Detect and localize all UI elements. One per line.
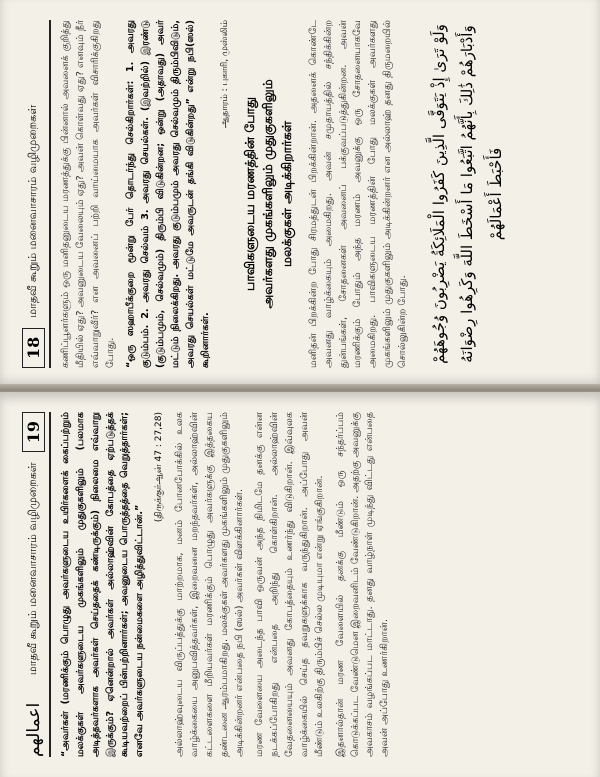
heading-line-2: அவர்களது முகங்களிலும் முதுகுகளிலும் (260, 79, 276, 309)
verse-reference: (திருக்குர்ஆன் 47 : 27,28) (154, 412, 165, 523)
body-paragraph: மனிதன் பிறக்கின்ற போது சிரமத்துடன் பிறக்கின்றான். அதனைக் கொண்டே அவனது வாழ்க்கையும் அமைகிறது. அவன் சமுதாயத்தில் சந்திக்கின்ற துன்பங்கள், சோதனைகள் அவனைப் பக்குவப்படுத்துகின்றன. அவன் மரணிக்கும் போதும் அந்த மரணம் அவனுக்கு ஒரு சோதனையாகவே அமைகிறது. பாவிகளுடைய மரணத்தின் போது மலக்குகள் அவர்களது முகங்களிலும் முதுகுகளிலும் அடிக்கின்றனர் என அல்லாஹ் தனது திருமறையில் சொல்லுகின்ற போது. (307, 20, 408, 368)
page-18-content (0, 0, 600, 388)
hadith-source: ஆதாரம் : புகாரி, முஸ்லிம் (219, 20, 230, 129)
heading-line-3: மலக்குகள் அடிக்கிறார்கள் (279, 121, 295, 268)
heading-line-1: பாவிகளுடைய மரணத்தின் போது (241, 97, 257, 291)
hadith-quote: “ஒரு ஸஹாபீக்குறை மூன்று பேர் தொடர்ந்து செல்கிறார்கள்: 1. அவரது குடும்பம். 2. அவரது செல்வம் 3. அவரது செயல்கள். (இவற்றில்) இரண்டு (குடும்பமும், செல்வமும்) திரும்பி விடுகின்றன; ஒன்று (அதாவது) அவர் மட்டும் நிலைக்கிறது. அவரது குடும்பமும் அவரது செல்வமும் திரும்பிவிடும், அவரது செயல்கள் மட்டுமே அவருடன் தங்கி விடுகின்றது” என்று நபி(ஸல்) கூறினார்கள். (125, 20, 211, 368)
header-arabic-word: اعمالهم (23, 702, 44, 757)
verse-translation: “அவர்கள் (மரணிக்கும் பொழுது அவர்களுடைய உயிர்களைக் கைப்பற்றும் மலக்குகள் அவர்களுடைய முகங்களிலும் முதுகுகளிலும் (பலமாக அடித்தவர்களாக அவர்கள் செய்ததைக் கண்டிருக்கும்) நிலைமை எவ்வாறு இருக்கும்? ஏனென்றால் அவர்கள் அல்லாஹ்வின் கோபத்தை ஏற்படுத்தக் கூடியவற்றைப் பின்பற்றினார்கள்; அவனுடைய பொருத்தத்தை வெறுத்தார்கள்; எனவே அவர்களுடைய நன்மைகளை அழித்துவிட்டான்.” (60, 412, 146, 757)
running-head: மாதவீ கூறும் மனைவாசாரம் வழிமுறைகள் (26, 104, 39, 318)
running-head: மாதவீ கூறும் மனைவாசாரம் வழிமுறைகள் (26, 462, 39, 676)
page-18-header (22, 20, 51, 368)
page-number: 18 (22, 328, 45, 368)
paragraph-2: மரண வேளையை அடைந்த பாவி ஒருவன் அந்த நிமிடமே தனக்கு என்ன நடக்கப்போகிறது என்பதை அறிந்து கொள்கிறான். அல்லாஹ்வின் வேதனையையும் அவனது கோபத்தையும் உணர்ந்து விடுகிறான். இவ்வுலக வாழ்க்கையில் செய்த தவறுகளுக்காக வருந்துகிறான். அப்போது அவன் மீண்டும் உலகிற்கு திரும்பிச் செல்ல முடியுமா என்று ஏங்குகிறான். (254, 412, 325, 757)
page-19 (0, 392, 600, 777)
quran-verse-arabic: وَلَوْ تَرَىٰ إِذْ يَتَوَفَّى الَّذِينَ كَفَرُوا الْمَلَائِكَةُ يَضْرِبُونَ وُجُوهَهُمْ وَأَدْبَارَهُمْ ذَٰلِكَ بِأَنَّهُمُ اتَّبَعُوا مَا أَسْخَطَ اللَّهَ وَكَرِهُوا رِضْوَانَهُ فَأَحْبَطَ أَعْمَالَهُمْ (429, 24, 505, 364)
section-heading (241, 20, 297, 368)
intro-paragraph: கணிப்பூனர்களும் ஒரு மனிதனுடைய மரணத்துக்கு பின்னால் அவனைக் குறித்து மீதியில் ஏது? அவனுடைய வேலையும் ஏது? அவன் கொள்வது ஏது? எனவும் நீர் எவ்வாறுவீர்? என அவனைப் பற்றி வாய்மையாக அவர்கள் விசாரிக்குகிறது போது. (60, 20, 116, 368)
page-19-content (0, 392, 600, 777)
paragraph-3: இதனால்தான் மரண வேளையில் தனக்கு மீண்டும் ஒரு சந்தர்ப்பம் கொடுக்கப்பட வேண்டுமென இறைவனிடம் வேண்டுகிறான். அதற்கு அவனுக்கு அவகாசம் வழங்கப்பட மாட்டாது. தனது வாழ்நாள் முடிந்து விட்டது என்பதை அவன் அப்போது உணர்கிறான். (334, 412, 391, 757)
page-18 (0, 0, 600, 388)
paragraph-1: அல்லாஹ்வுடைய விருப்பத்துக்கு மாற்றமாக, மனம் போனபோக்கில் உலக வாழ்க்கையை அனுபவித்தவர்கள், இறைவனை மறந்தவர்கள், அல்லாஹ்வின் கட்டளைகளை மீறியவர்கள் மரணிக்கும் பொழுது அவர்களுக்கு இத்தகைய தண்டனை ஆரம்பமாகிறது. மலக்குகள் அவர்களது முகங்களிலும் முதுகுகளிலும் அடிக்கின்றனர் என்பதை நபி (ஸல்) அவர்கள் விளக்கினார்கள். (174, 412, 245, 757)
page-19-header (22, 412, 51, 757)
page-number: 19 (22, 412, 45, 452)
